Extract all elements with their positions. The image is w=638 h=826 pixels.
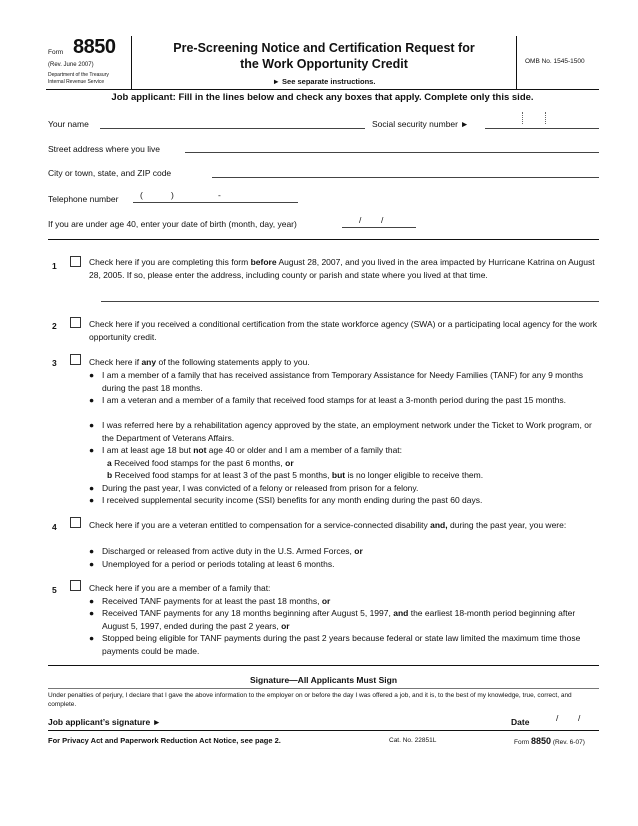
sub-b-text-1: Received food stamps for at least 3 of the past 5 months,: [112, 470, 332, 480]
footer-form-word: Form: [514, 739, 530, 746]
item-3-intro: [89, 356, 599, 369]
item-2-checkbox[interactable]: [70, 317, 81, 328]
item-5-bullet-1: [89, 595, 599, 608]
bullet-icon: ●: [89, 559, 95, 569]
city-label: City or town, state, and ZIP code: [48, 168, 172, 178]
item-3-intro-a: Check here if: [89, 357, 142, 367]
item-4-intro-bold: and,: [430, 520, 448, 530]
item-4-bullet-1-text: Discharged or released from active duty in the U.S. Armed Forces,: [102, 546, 355, 556]
your-name-field[interactable]: [100, 128, 365, 129]
item-5-bullet-2-and: and: [393, 608, 409, 618]
item-3-intro-bold: any: [141, 357, 157, 367]
item-1-text: [89, 256, 599, 281]
sub-a-letter: a: [107, 458, 112, 468]
form-revision: (Rev. June 2007): [48, 62, 94, 68]
item-4-intro-a: Check here if you are a veteran entitled to compensation for a service-connected disability: [89, 520, 431, 530]
bullet-icon: ●: [89, 633, 95, 643]
bullet-icon: ●: [89, 420, 95, 430]
form-header: [46, 36, 599, 90]
date-slash-1: /: [556, 713, 559, 723]
item-3-bullet-4-b: age 40 or older and I am a member of a family that:: [206, 445, 403, 455]
item-5-bullet-1-or: or: [321, 596, 331, 606]
department: [48, 72, 109, 85]
item-3-bullet-4-bold: not: [193, 445, 207, 455]
divider-perjury: [48, 688, 599, 689]
divider-signature: [48, 665, 599, 666]
item-5-intro: Check here if you are a member of a family that:: [89, 583, 271, 593]
omb-number: OMB No. 1545-1500: [525, 58, 585, 65]
divider-top: [48, 239, 599, 240]
item-4-number: 4: [52, 522, 57, 532]
item-3-bullet-3: [89, 419, 599, 444]
form-id-block: [46, 36, 132, 90]
ssn-field[interactable]: [485, 128, 599, 129]
applicant-instructions: Job applicant: Fill in the lines below and check any boxes that apply. Complete only this side.: [111, 92, 534, 103]
item-5-bullet-2-b: the earliest 18-month period beginning after August 5, 1997, ended during the past 2 years,: [102, 608, 576, 631]
street-field[interactable]: [185, 152, 599, 153]
ssn-label: Social security number ►: [372, 119, 469, 129]
dob-field[interactable]: [342, 227, 416, 228]
item-5-checkbox[interactable]: [70, 580, 81, 591]
item-1-address-field[interactable]: [101, 301, 599, 302]
item-5-number: 5: [52, 585, 57, 595]
item-5-bullet-2: [89, 607, 599, 632]
item-4-bullet-1: [89, 545, 599, 558]
item-4-intro-b: during the past year, you were:: [447, 520, 567, 530]
item-3-bullet-4: [89, 444, 599, 457]
item-3-bullet-5: [89, 482, 599, 495]
item-5-bullet-1-text: Received TANF payments for at least the past 18 months,: [102, 596, 322, 606]
bullet-icon: ●: [89, 445, 95, 455]
divider-footer: [48, 730, 599, 731]
sub-b-letter: b: [107, 470, 113, 480]
item-3-bullet-3-text: I was referred here by a rehabilitation agency approved by the state, an employment network under the Ticket to Work program, or the Department of Veterans Affairs.: [102, 420, 592, 443]
ssn-separator-1: [522, 112, 523, 124]
department-line-1: Department of the Treasury: [48, 72, 109, 78]
item-4-checkbox[interactable]: [70, 517, 81, 528]
phone-dash: -: [218, 190, 221, 200]
item-3-checkbox[interactable]: [70, 354, 81, 365]
item-3-bullet-1: [89, 369, 599, 394]
signature-title: Signature—All Applicants Must Sign: [249, 675, 398, 685]
bullet-icon: ●: [89, 395, 95, 405]
footer-form-rev: (Rev. 6-07): [552, 739, 585, 746]
item-4-bullet-2-text: Unemployed for a period or periods totaling at least 6 months.: [102, 559, 335, 569]
item-3-bullet-5-text: During the past year, I was convicted of a felony or released from prison for a felony.: [102, 483, 419, 493]
bullet-icon: ●: [89, 608, 95, 618]
omb-block: [516, 36, 599, 90]
department-line-2: Internal Revenue Service: [48, 78, 105, 85]
see-instructions: ► See separate instructions.: [272, 77, 376, 86]
ssn-separator-2: [545, 112, 546, 124]
item-2-text: Check here if you received a conditional certification from the state workforce agency (SWA) or a participating local agency for the work opportunity credit.: [89, 319, 598, 342]
item-4-bullet-1-or: or: [354, 546, 363, 556]
form-number: 8850: [73, 36, 116, 58]
item-3-bullet-6: [89, 494, 599, 507]
date-slash-2: /: [578, 713, 581, 723]
item-1-text-bold: before: [250, 257, 277, 267]
dob-slash-1: /: [359, 215, 362, 225]
phone-paren-close: ): [171, 190, 174, 200]
item-5-bullet-3: [89, 632, 599, 657]
item-5-bullet-2-or: or: [281, 620, 290, 631]
item-1-number: 1: [52, 261, 57, 271]
street-label: Street address where you live: [48, 144, 160, 154]
sub-a-or: or: [285, 458, 294, 468]
item-3-sub-a: [107, 457, 294, 470]
item-1-text-b: August 28, 2007, and you lived in the area impacted by Hurricane Katrina on August 28, 2005. If so, please enter the address, including county or parish and state where you lived at that time.: [89, 257, 595, 280]
item-5-bullet-2-a: Received TANF payments for any 18 months beginning after August 5, 1997,: [102, 608, 394, 618]
item-3-bullet-2: [89, 394, 599, 407]
privacy-notice: For Privacy Act and Paperwork Reduction Act Notice, see page 2.: [48, 736, 281, 745]
bullet-icon: ●: [89, 596, 95, 606]
your-name-label: Your name: [48, 119, 89, 129]
item-1-text-a: Check here if you are completing this form: [89, 257, 251, 267]
bullet-icon: ●: [89, 483, 95, 493]
form-word: Form: [48, 49, 64, 56]
bullet-icon: ●: [89, 370, 95, 380]
dob-label: If you are under age 40, enter your date of birth (month, day, year): [48, 219, 297, 229]
sub-b-but: but: [331, 470, 346, 480]
city-field[interactable]: [212, 177, 599, 178]
date-label: Date: [511, 717, 530, 727]
item-3-bullet-4-a: I am at least age 18 but: [102, 445, 194, 455]
form-title-block: [132, 36, 516, 90]
catalog-number: Cat. No. 22851L: [389, 737, 437, 744]
telephone-field[interactable]: [133, 202, 298, 203]
item-1-checkbox[interactable]: [70, 256, 81, 267]
form-title-line-1: Pre-Screening Notice and Certification Request for: [173, 41, 475, 55]
footer-form-id: [514, 736, 585, 746]
item-2-number: 2: [52, 321, 57, 331]
item-3-bullet-2-text: I am a veteran and a member of a family that received food stamps for at least a 3-month period during the past 15 months.: [102, 395, 566, 405]
footer-form-number: 8850: [530, 736, 552, 746]
item-3-number: 3: [52, 358, 57, 368]
item-3-bullet-1-text: I am a member of a family that has received assistance from Temporary Assistance for Needy Families (TANF) for any 9 months during the past 18 months.: [102, 370, 584, 393]
form-title-line-2: the Work Opportunity Credit: [240, 57, 408, 71]
item-4-intro: [89, 519, 599, 532]
telephone-label: Telephone number: [48, 194, 119, 204]
sub-b-text-2: is no longer eligible to receive them.: [345, 470, 484, 480]
bullet-icon: ●: [89, 495, 95, 505]
item-3-bullet-6-text: I received supplemental security income (SSI) benefits for any month ending during the past 60 days.: [102, 495, 483, 505]
item-3-sub-b: [107, 469, 483, 482]
perjury-statement: Under penalties of perjury, I declare that I gave the above information to the employer on or before the day I was offered a job, and it is, to the best of my knowledge, true, correct, and complete.: [48, 692, 572, 708]
signature-label: Job applicant’s signature ►: [48, 717, 161, 727]
phone-paren-open: (: [140, 190, 143, 200]
bullet-icon: ●: [89, 546, 95, 556]
item-5-bullet-3-text: Stopped being eligible for TANF payments during the past 2 years because federal or state law limited the maximum time those payments could be made.: [102, 633, 581, 656]
item-4-bullet-2: [89, 558, 599, 571]
item-3-intro-b: of the following statements apply to you.: [156, 357, 310, 367]
sub-a-text: Received food stamps for the past 6 months,: [111, 458, 286, 468]
dob-slash-2: /: [381, 215, 384, 225]
